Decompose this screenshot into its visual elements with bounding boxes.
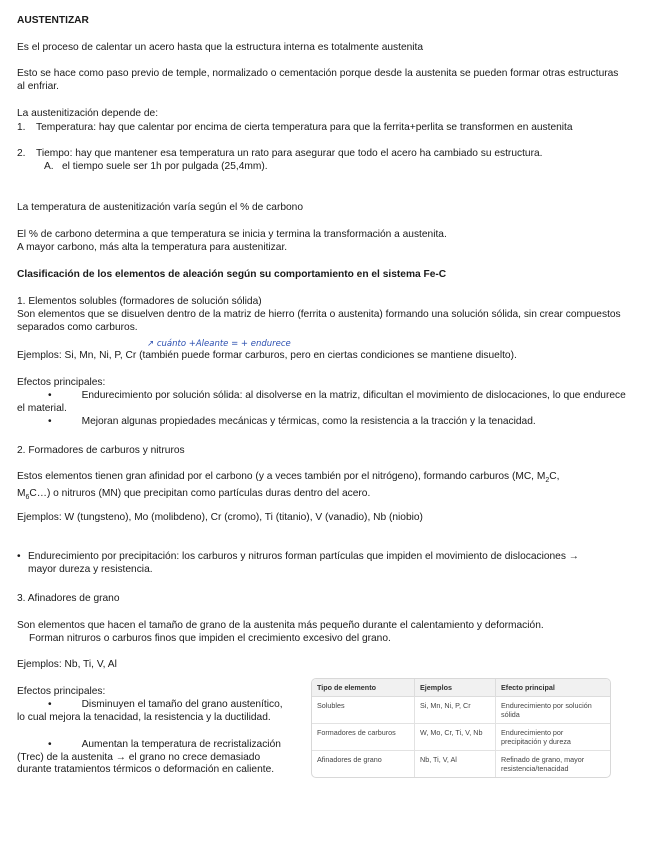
section3-effect-1 — [17, 699, 285, 724]
section3-effects-title: Efectos principales: — [17, 686, 106, 697]
list-item-temperature: Temperatura: hay que calentar por encima de cierta temperatura para que la ferrita+perlita se transformen en austenita — [36, 122, 573, 133]
table-cell: Afinadores de grano — [312, 751, 415, 778]
table-cell: Endurecimiento por solución sólida — [496, 697, 611, 724]
table-header: Tipo de elemento — [312, 679, 415, 697]
page-title: AUSTENTIZAR — [17, 15, 89, 26]
section1-effects-title: Efectos principales: — [17, 377, 106, 388]
effect-text: Disminuyen el tamaño del grano austenítico, lo cual mejora la tenacidad, la resistencia y la ductilidad. — [17, 699, 283, 723]
table-cell: Nb, Ti, V, Al — [415, 751, 496, 778]
section1-text: Son elementos que se disuelven dentro de la matriz de hierro (ferrita o austenita) formando una solución sólida, sin crear compuestos separados como carburos. — [17, 309, 621, 333]
pen-arrow-icon: ↗ — [147, 339, 157, 349]
section2-text-part: C, — [549, 471, 560, 482]
bullet-icon: • — [17, 551, 21, 562]
section2-text — [17, 471, 629, 504]
bullet-icon: • — [48, 739, 52, 750]
section3-text-b: Forman nitruros o carburos finos que impiden el crecimiento excesivo del grano. — [29, 633, 391, 644]
table-cell: Endurecimiento por precipitación y dureza — [496, 724, 611, 751]
section2-title: 2. Formadores de carburos y nitruros — [17, 445, 185, 456]
list-item-time: Tiempo: hay que mantener esa temperatura un rato para asegurar que todo el acero ha cambiado su estructura. — [36, 148, 543, 159]
paragraph-carbon-b: A mayor carbono, más alta la temperatura para austenitizar. — [17, 242, 288, 253]
section3-examples: Ejemplos: Nb, Ti, V, Al — [17, 659, 117, 670]
table-header: Ejemplos — [415, 679, 496, 697]
subscript: 2 — [545, 477, 550, 485]
paragraph-purpose: Esto se hace como paso previo de temple, normalizado o cementación porque desde la austenita se pueden formar otras estructuras al enfriar. — [17, 68, 619, 92]
section1-effect-1 — [17, 390, 629, 415]
sublist-letter: A. — [44, 161, 54, 172]
sublist-item-time-rule: el tiempo suele ser 1h por pulgada (25,4mm). — [62, 161, 268, 172]
table-cell: Formadores de carburos — [312, 724, 415, 751]
section2-text-part: Estos elementos tienen gran afinidad por el carbono (y a veces también por el nitrógeno), formando carburos (MC, M — [17, 471, 546, 482]
table-row — [312, 697, 610, 724]
paragraph-temperature: La temperatura de austenitización varía según el % de carbono — [17, 202, 303, 213]
paragraph-definition: Es el proceso de calentar un acero hasta que la estructura interna es totalmente austenita — [17, 42, 424, 53]
section-heading-classification: Clasificación de los elementos de aleación según su comportamiento en el sistema Fe-C — [17, 269, 447, 280]
table-cell: Si, Mn, Ni, P, Cr — [415, 697, 496, 724]
table-row — [312, 724, 610, 751]
section1-examples: Ejemplos: Si, Mn, Ni, P, Cr (también puede formar carburos, pero en ciertas condiciones se mantiene disuelto). — [17, 350, 517, 361]
section3-effect-2 — [17, 739, 285, 777]
effect-text: Aumentan la temperatura de recristalización (Trec) de la austenita → el grano no crece demasiado durante tratamientos térmicos o deformación en caliente. — [17, 739, 281, 776]
list-number: 1. — [17, 122, 26, 133]
table-cell: W, Mo, Cr, Ti, V, Nb — [415, 724, 496, 751]
section1-title: 1. Elementos solubles (formadores de solución sólida) — [17, 296, 262, 307]
effect-text: Endurecimiento por solución sólida: al disolverse en la matriz, dificultan el movimiento de dislocaciones, lo que endurece el material. — [17, 390, 626, 414]
handwritten-note — [147, 338, 291, 351]
bullet-icon: • — [48, 416, 52, 427]
table-row — [312, 751, 610, 778]
table-header-row — [312, 679, 610, 697]
handwritten-note-text: cuánto +Aleante = + endurece — [156, 339, 291, 349]
section3-title: 3. Afinadores de grano — [17, 593, 120, 604]
table-cell: Solubles — [312, 697, 415, 724]
list-intro: La austenitización depende de: — [17, 108, 159, 119]
table-header: Efecto principal — [496, 679, 611, 697]
section2-text-part: C…) o nitruros (MN) que precipitan como partículas duras dentro del acero. — [29, 487, 371, 499]
section3-text-a: Son elementos que hacen el tamaño de grano de la austenita más pequeño durante el calentamiento y deformación. — [17, 620, 544, 631]
section2-effect: Endurecimiento por precipitación: los carburos y nitruros forman partículas que impiden el movimiento de dislocaciones → mayor dureza y resistencia. — [28, 551, 579, 575]
bullet-icon: • — [48, 699, 52, 710]
list-number: 2. — [17, 148, 26, 159]
section1-effect-2 — [17, 416, 629, 429]
section2-examples: Ejemplos: W (tungsteno), Mo (molibdeno), Cr (cromo), Ti (titanio), V (vanadio), Nb (niobio) — [17, 512, 423, 523]
subscript: 6 — [25, 493, 30, 501]
table-cell: Refinado de grano, mayor resistencia/tenacidad — [501, 755, 585, 773]
bullet-icon: • — [48, 390, 52, 401]
effect-text: Mejoran algunas propiedades mecánicas y térmicas, como la resistencia a la tracción y la tenacidad. — [81, 416, 536, 427]
paragraph-carbon-a: El % de carbono determina a que temperatura se inicia y termina la transformación a austenita. — [17, 229, 447, 240]
summary-table — [311, 678, 611, 778]
section2-text-part: M — [17, 487, 26, 499]
